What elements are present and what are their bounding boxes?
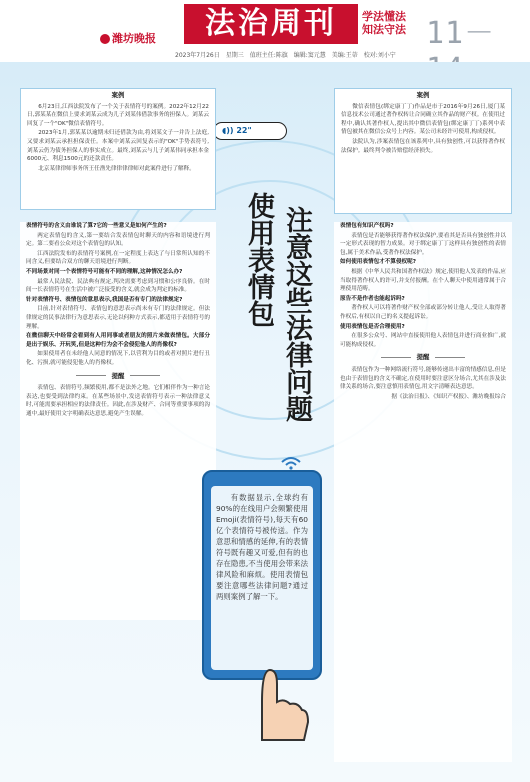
question: 针对表情符号、表情包的意思表示,我国是否有专门的法律规定?: [26, 296, 183, 303]
answer: 表情包是否能够获得著作权法保护,要看其是否具有独创性并以一定形式表现的智力成果。对于绑定康丁丁这样具有独创性的表情包,属于美术作品,受著作权法保护。: [340, 232, 506, 256]
newspaper-logo: [100, 30, 156, 46]
answer: 目前,针对表情符号、表情包的意思表示尚未有专门的法律规定。但法律规定的民事法律行为意思表示,无论以何种方式表示,都适用于表情符号的理解。: [26, 306, 210, 330]
tips-text: 表情包作为一种网络流行符号,能够传递出丰富的情感信息,但是也由于表情包的含义不确定,在使用时要注意区分场合,尤其在涉及法律关系的场合,要注意慎用表情包,用文字清晰表达意思。: [340, 366, 506, 391]
page-number: 11－: [426, 16, 496, 51]
pointing-hand-icon: [232, 662, 312, 742]
answer: 最常人民法院、民法典有规定,判决需要考虑到习惯和公序良俗。在时间一长表情符号在生活中被广泛接受的含义,就会成为判定的标准。: [26, 278, 210, 294]
question: 不同场景对同一个表情符号可能有不同的理解,这种情况怎么办?: [26, 268, 183, 275]
answer: 如果使用者在未经他人同意的情况下,以营利为目的或者对照片进行丑化、污损,就可能侵犯他人的肖像权。: [26, 351, 210, 366]
voice-bubble: [213, 122, 287, 140]
qa-column-right: [334, 222, 512, 762]
tips-title: 提醒: [20, 372, 216, 381]
source-note: 据《法治日报》、《知识产权报》、潍坊晚报综合: [391, 393, 506, 400]
bubble-text: 22": [236, 126, 252, 135]
slogan: [362, 10, 406, 36]
case-title: 案例: [111, 91, 125, 99]
newspaper-header: [0, 0, 530, 62]
case-paragraph: 微信表情包(绑定康丁丁)作品是市于2016年9月26日,厦门某信息技术公司通过著作权转让合同确立其作品的财产权。在使用过程中,确认其著作权人,提出其中微信表情包(绑定康丁丁)系列中表情包被其在微信公众号上内容。某公司未经许可使用,构成侵权。: [341, 103, 505, 136]
case-paragraph: 北京某律律师事务所王任渔先律律律律师对此案件进行了解释。: [38, 165, 195, 172]
answer: 江西法院发布的表情符号案例,在一定程度上表达了与日常所认知的不同含义,但要结合双方的聊天语境进行判断。: [26, 250, 210, 266]
answer: 两定表情包的含义,第一要结合发表情包时聊天的内容和语境进行判定。第二要看公众对这个表情包的认知。: [26, 232, 210, 248]
question: 使用表情包是否合理使用?: [340, 323, 405, 330]
slogan-line: 学法懂法: [362, 10, 406, 23]
case-title: 案例: [416, 91, 430, 99]
issue-meta: 2023年7月26日 星期三 值班主任:陈旗 编辑:窦元慧 美编:王蒂 校对:刘小宁: [175, 52, 396, 59]
question: 原告不是作者也能起诉吗?: [340, 295, 405, 302]
question: 如何使用表情包才不算侵权呢?: [340, 259, 416, 266]
answer: 根据《中华人民共和国著作权法》规定,使用他人发表的作品,应当取得著作权人的许可,并支付报酬。在个人聊天中使用通常属于合理使用范畴。: [340, 268, 506, 293]
wifi-icon: [280, 456, 302, 470]
qa-column-left: [20, 222, 216, 620]
slogan-line: 知法守法: [362, 23, 406, 36]
tips-text: 表情包、表情符号,频繁使用,都不是法外之地。它们相伴作为一种言论表达,也要受到法律约束。在某些场景中,发送表情符号表示一种法律意义时,可能需要承担相应的法律责任。因此,在涉及财产、合同等重要事项的沟通中,最好使用文字明确表达意思,避免产生误解。: [26, 385, 210, 417]
case-box-left: [20, 88, 216, 210]
logo-icon: [100, 34, 110, 44]
phone-screen-text: 有数据显示,全球约有90%的在线用户会频繁使用Emoji(表情符号),每天有60亿个表情符号被传送。作为意思和情感的延伸,有的表情符号既有趣又可爱,但有的也存在隐患,不当使用会带来法律风险和麻烦。使用表情包要注意哪些法律问题?通过两则案例了解一下。: [211, 486, 313, 670]
answer: 在很多公众号、网站中直接使用他人表情包并进行商业推广,就可能构成侵权。: [340, 333, 506, 348]
tips-title: 提醒: [334, 353, 512, 362]
sound-icon: ◖)): [222, 126, 237, 135]
masthead: 法治周刊: [184, 4, 358, 44]
case-paragraph: 法院认为,涉案表情包在该系列中,具有独创性,可以获得著作权法保护。最终判令被告赔偿经济损失。: [341, 138, 505, 154]
case-box-right: [334, 88, 512, 214]
question: 表情包有知识产权吗?: [340, 223, 394, 229]
question: 表情符号的含义由谁说了算?它的一些意义是如何产生的?: [26, 223, 167, 229]
question: 在微信聊天中经常会看到有人用同事或者朋友的照片来做表情包。大部分是出于娱乐、开玩笑,但是这种行为会不会侵犯他人的肖像权?: [26, 333, 210, 348]
case-paragraph: 6月23日,江西法院发布了一个关于表情符号的案例。2022年12月22日,郭某某在微信上要求刘某云成为儿子刘某伟借款事务的担保人。刘某云回复了一个"OK"微信表情符号。: [27, 103, 209, 127]
headline-line1: 注意这些法律问题: [281, 206, 312, 422]
case-paragraph: 2023年1月,郭某某以逾期未归还借款为由,将刘某文子一并告上法庭,又要求刘某云承担担保责任。本案中刘某云回复表示的"OK"手势表符号,刘某云仍为债务担保人的事实成立。最终,刘某云与儿子刘某伟同承担本金6000元、利息1500元的还款责任。: [27, 130, 209, 163]
phone-graphic: [202, 470, 322, 680]
headline-line2: 使用表情包: [243, 192, 274, 327]
answer: 著作权人可以将著作财产权全部或部分转让他人,受让人取得著作权后,有权以自己的名义提起诉讼。: [340, 305, 506, 320]
logo-text: 潍坊晚报: [112, 32, 156, 45]
